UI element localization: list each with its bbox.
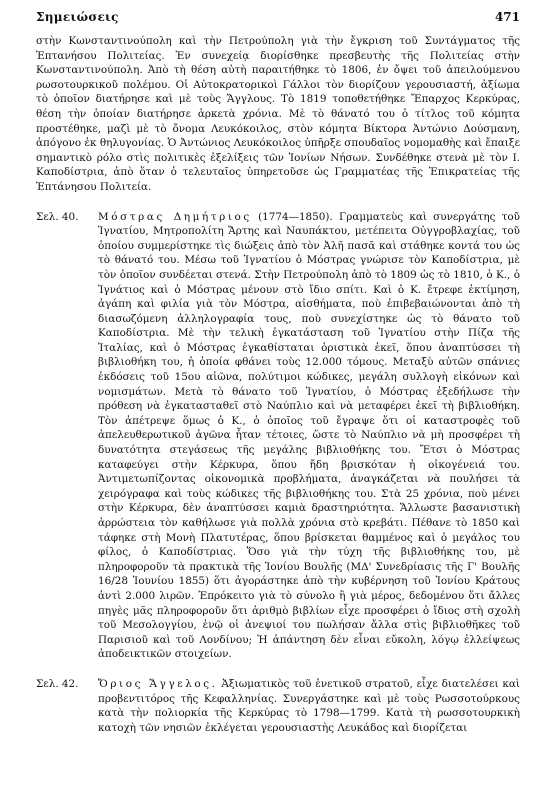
note-entry-mostras bbox=[36, 210, 520, 662]
note-body bbox=[98, 210, 520, 662]
note-person-name: Ὄριος Ἄγγελος. bbox=[98, 677, 218, 690]
continuation-paragraph: στὴν Κωνσταντινούπολη καὶ τὴν Πετρούπολη γιὰ τὴν ἔγκριση τοῦ Συντάγματος τῆς Ἑπτανήσου Πολιτείας. Ἐν συνεχείᾳ διορίσθηκε πρεσβευτὴς τῆς Πολιτείας στὴν Κωνσταντινούπολη. Ἀπὸ τὴ θέση αὐτὴ παραιτήθηκε τὸ 1806, ἐν ὄψει τοῦ ἀπειλούμενου ρωσοτουρκικοῦ πολέμου. Οἱ Αὐτοκρατορικοὶ Γάλλοι τὸν διορίζουν γερουσιαστή, ἀξίωμα τὸ ὁποῖον διατήρησε καὶ μὲ τοὺς Ἄγγλους. Τὸ 1819 τοποθετήθηκε Ἔπαρχος Κερκύρας, θέση τὴν ὁποίαν διατήρησε ἀρκετὰ χρόνια. Μὲ τὸ θάνατό του ὁ τίτλος τοῦ κόμητα προστέθηκε, μαζὶ μὲ τὸ ὄνομα Λευκόκοιλος, στὸν κόμητα Βίκτορα Ἀντώνιο Δούσμανη, ἀπόγονο ἐκ θηλυγονίας. Ὁ Ἀντώνιος Λευκόκοιλος ὑπῆρξε σπουδαῖος νομομαθὴς καὶ ἔπαιξε σημαντικὸ ρόλο στὶς πολιτικὲς ἐξελίξεις τῶν Ἰονίων Νήσων. Συνδέθηκε στενὰ μὲ τὸν Ι. Καποδίστρια, ἀπὸ ὅταν ὁ τελευταῖος ὑπηρετοῦσε ὡς Γραμματέας τῆς Ἐπικρατείας τῆς Ἑπτάνησου Πολιτεία. bbox=[36, 35, 520, 193]
note-page-ref: Σελ. 42. bbox=[36, 677, 79, 690]
notes-body bbox=[36, 34, 520, 735]
note-page-ref: Σελ. 40. bbox=[36, 210, 79, 223]
page-header bbox=[36, 10, 520, 28]
note-body bbox=[98, 677, 520, 735]
note-person-name: Μόστρας Δημήτριος bbox=[98, 210, 252, 223]
page-number: 471 bbox=[494, 10, 520, 24]
running-head-title: Σημειώσεις bbox=[36, 10, 119, 24]
note-dates: (1774—1850). bbox=[258, 210, 333, 223]
note-text: Γραμματεὺς καὶ συνεργάτης τοῦ Ἰγνατίου, Μητροπολίτη Ἄρτης καὶ Ναυπάκτου, μετέπειτα Οὐγγροβλαχίας, τοῦ ὁποίου συμμερίστηκε τὶς διώξεις ἀπὸ τὸν Ἀλῆ πασᾶ καὶ στάθηκε κοντά του ὡς τὸ θάνατό του. Μέσω τοῦ Ἰγνατίου ὁ Μόστρας γνώρισε τὸν Καποδίστρια, μὲ τὸν ὁποῖον συνδέεται στενά. Στὴν Πετρούπολη ἀπὸ τὸ 1809 ὡς τὸ 1810, ὁ Κ., ὁ Ἰγνάτιος καὶ ὁ Μόστρας μένουν στὸ ἴδιο σπίτι. Καὶ ὁ Κ. ἔτρεφε ἐκτίμηση, ἀγάπη καὶ φιλία γιὰ τὸν Μόστρα, αἰσθήματα, ποὺ ἐπιβεβαιώνονται ἀπὸ τὴ διασωζόμενη ἀλληλογραφία τους, ποὺ συνεχίστηκε ὡς τὸ θάνατο τοῦ Καποδίστρια. Μὲ τὴν τελικὴ ἐγκατάσταση τοῦ Ἰγνατίου στὴν Πίζα τῆς Ἰταλίας, καὶ ὁ Μόστρας ἐγκαθίσταται ὁριστικὰ ἐκεῖ, ὅπου ἀναπτύσσει τὴ βιβλιοθήκη του, ἡ ὁποία φθάνει τοὺς 12.000 τόμους. Μεταξὺ αὐτῶν σπάνιες ἐκδόσεις τοῦ 15ου αἰῶνα, πολύτιμοι κώδικες, μεγάλη συλλογὴ εἰκόνων καὶ νομισμάτων. Μετὰ τὸ θάνατο τοῦ Ἰγνατίου, ὁ Μόστρας ἐξεδήλωσε τὴν πρόθεση νὰ ἐγκατασταθεῖ στὸ Ναύπλιο καὶ νὰ μεταφέρει ἐκεῖ τὴ βιβλιοθήκη. Τὸν ἀπέτρεψε ὅμως ὁ Κ., ὁ ὁποῖος τοῦ ἔγραψε ὅτι οἱ καταστροφὲς τοῦ ἀπελευθερωτικοῦ ἀγῶνα ἦταν τέτοιες, ὥστε τὸ Ναύπλιο νὰ μὴ προσφέρει τὴ δυνατότητα στεγάσεως τῆς μεγάλης βιβλιοθήκης του. Ἔτσι ὁ Μόστρας καταφεύγει στὴν Κέρκυρα, ὅπου ἤδη βρισκόταν ἡ οἰκογένειά του. Ἀντιμετωπίζοντας οἰκονομικὰ προβλήματα, ἀναγκάζεται νὰ πουλήσει τὰ χειρόγραφα καὶ τοὺς κώδικες τῆς βιβλιοθήκης του. Στὰ 25 χρόνια, ποὺ μένει στὴν Κέρκυρα, δὲν ἀναπτύσσει καμιὰ δραστηριότητα. Ἄλλωστε βασανιστικὴ ἀρρώστεια τὸν καθήλωσε γιὰ πολλὰ χρόνια στὸ κρεβάτι. Πέθανε τὸ 1850 καὶ τάφηκε στὴ Μονὴ Πλατυτέρας, ὅπου βρίσκεται θαμμένος καὶ ὁ μεγάλος του φίλος, ὁ Καποδίστριας. Ὅσο γιὰ τὴν τύχη τῆς βιβλιοθήκης του, μὲ πληροφοροῦν τὰ πρακτικὰ τῆς Ἰονίου Βουλῆς (ΜΔ' Συνεδρίασις τῆς Γ' Βουλῆς 16/28 Ἰουνίου 1855) ὅτι ἀγοράστηκε ἀπὸ τὴν κυβέρνηση τοῦ Ἰονίου Κράτους ἀντὶ 2.000 λιρῶν. Ἐπρόκειτο γιὰ τὸ σύνολο ἢ γιὰ μέρος, δεδομένου ὅτι ἄλλες πηγὲς μᾶς πληροφοροῦν ὅτι ἀριθμὸ βιβλίων εἶχε προσφέρει ὁ ἴδιος στὴ σχολὴ τοῦ Μεσολογγίου, ἐνῷ οἱ ἀνεψιοί του πωλήσαν ἄλλα στὶς βιβλιοθῆκες τοῦ Παρισιοῦ καὶ τοῦ Λονδίνου; Ἡ ἀπάντηση δὲν εἶναι εὔκολη, λόγῳ ἐλλείψεως ἀποδεικτικῶν στοιχείων. bbox=[98, 210, 520, 661]
note-text: Ἀξιωματικὸς τοῦ ἑνετικοῦ στρατοῦ, εἶχε διατελέσει καὶ προβεντιτόρος τῆς Κεφαλληνίας. Συνεργάστηκε καὶ μὲ τοὺς Ρωσσοτούρκους κατὰ τὴν πολιορκία τῆς Κερκύρας τὸ 1798—1799. Κατὰ τὴ ρωσσοτουρκικὴ κατοχὴ τῶν νησιῶν ἐκλέγεται γερουσιαστὴς Λευκάδος καὶ διορίζεται bbox=[98, 677, 521, 734]
note-entry-orios bbox=[36, 677, 520, 735]
